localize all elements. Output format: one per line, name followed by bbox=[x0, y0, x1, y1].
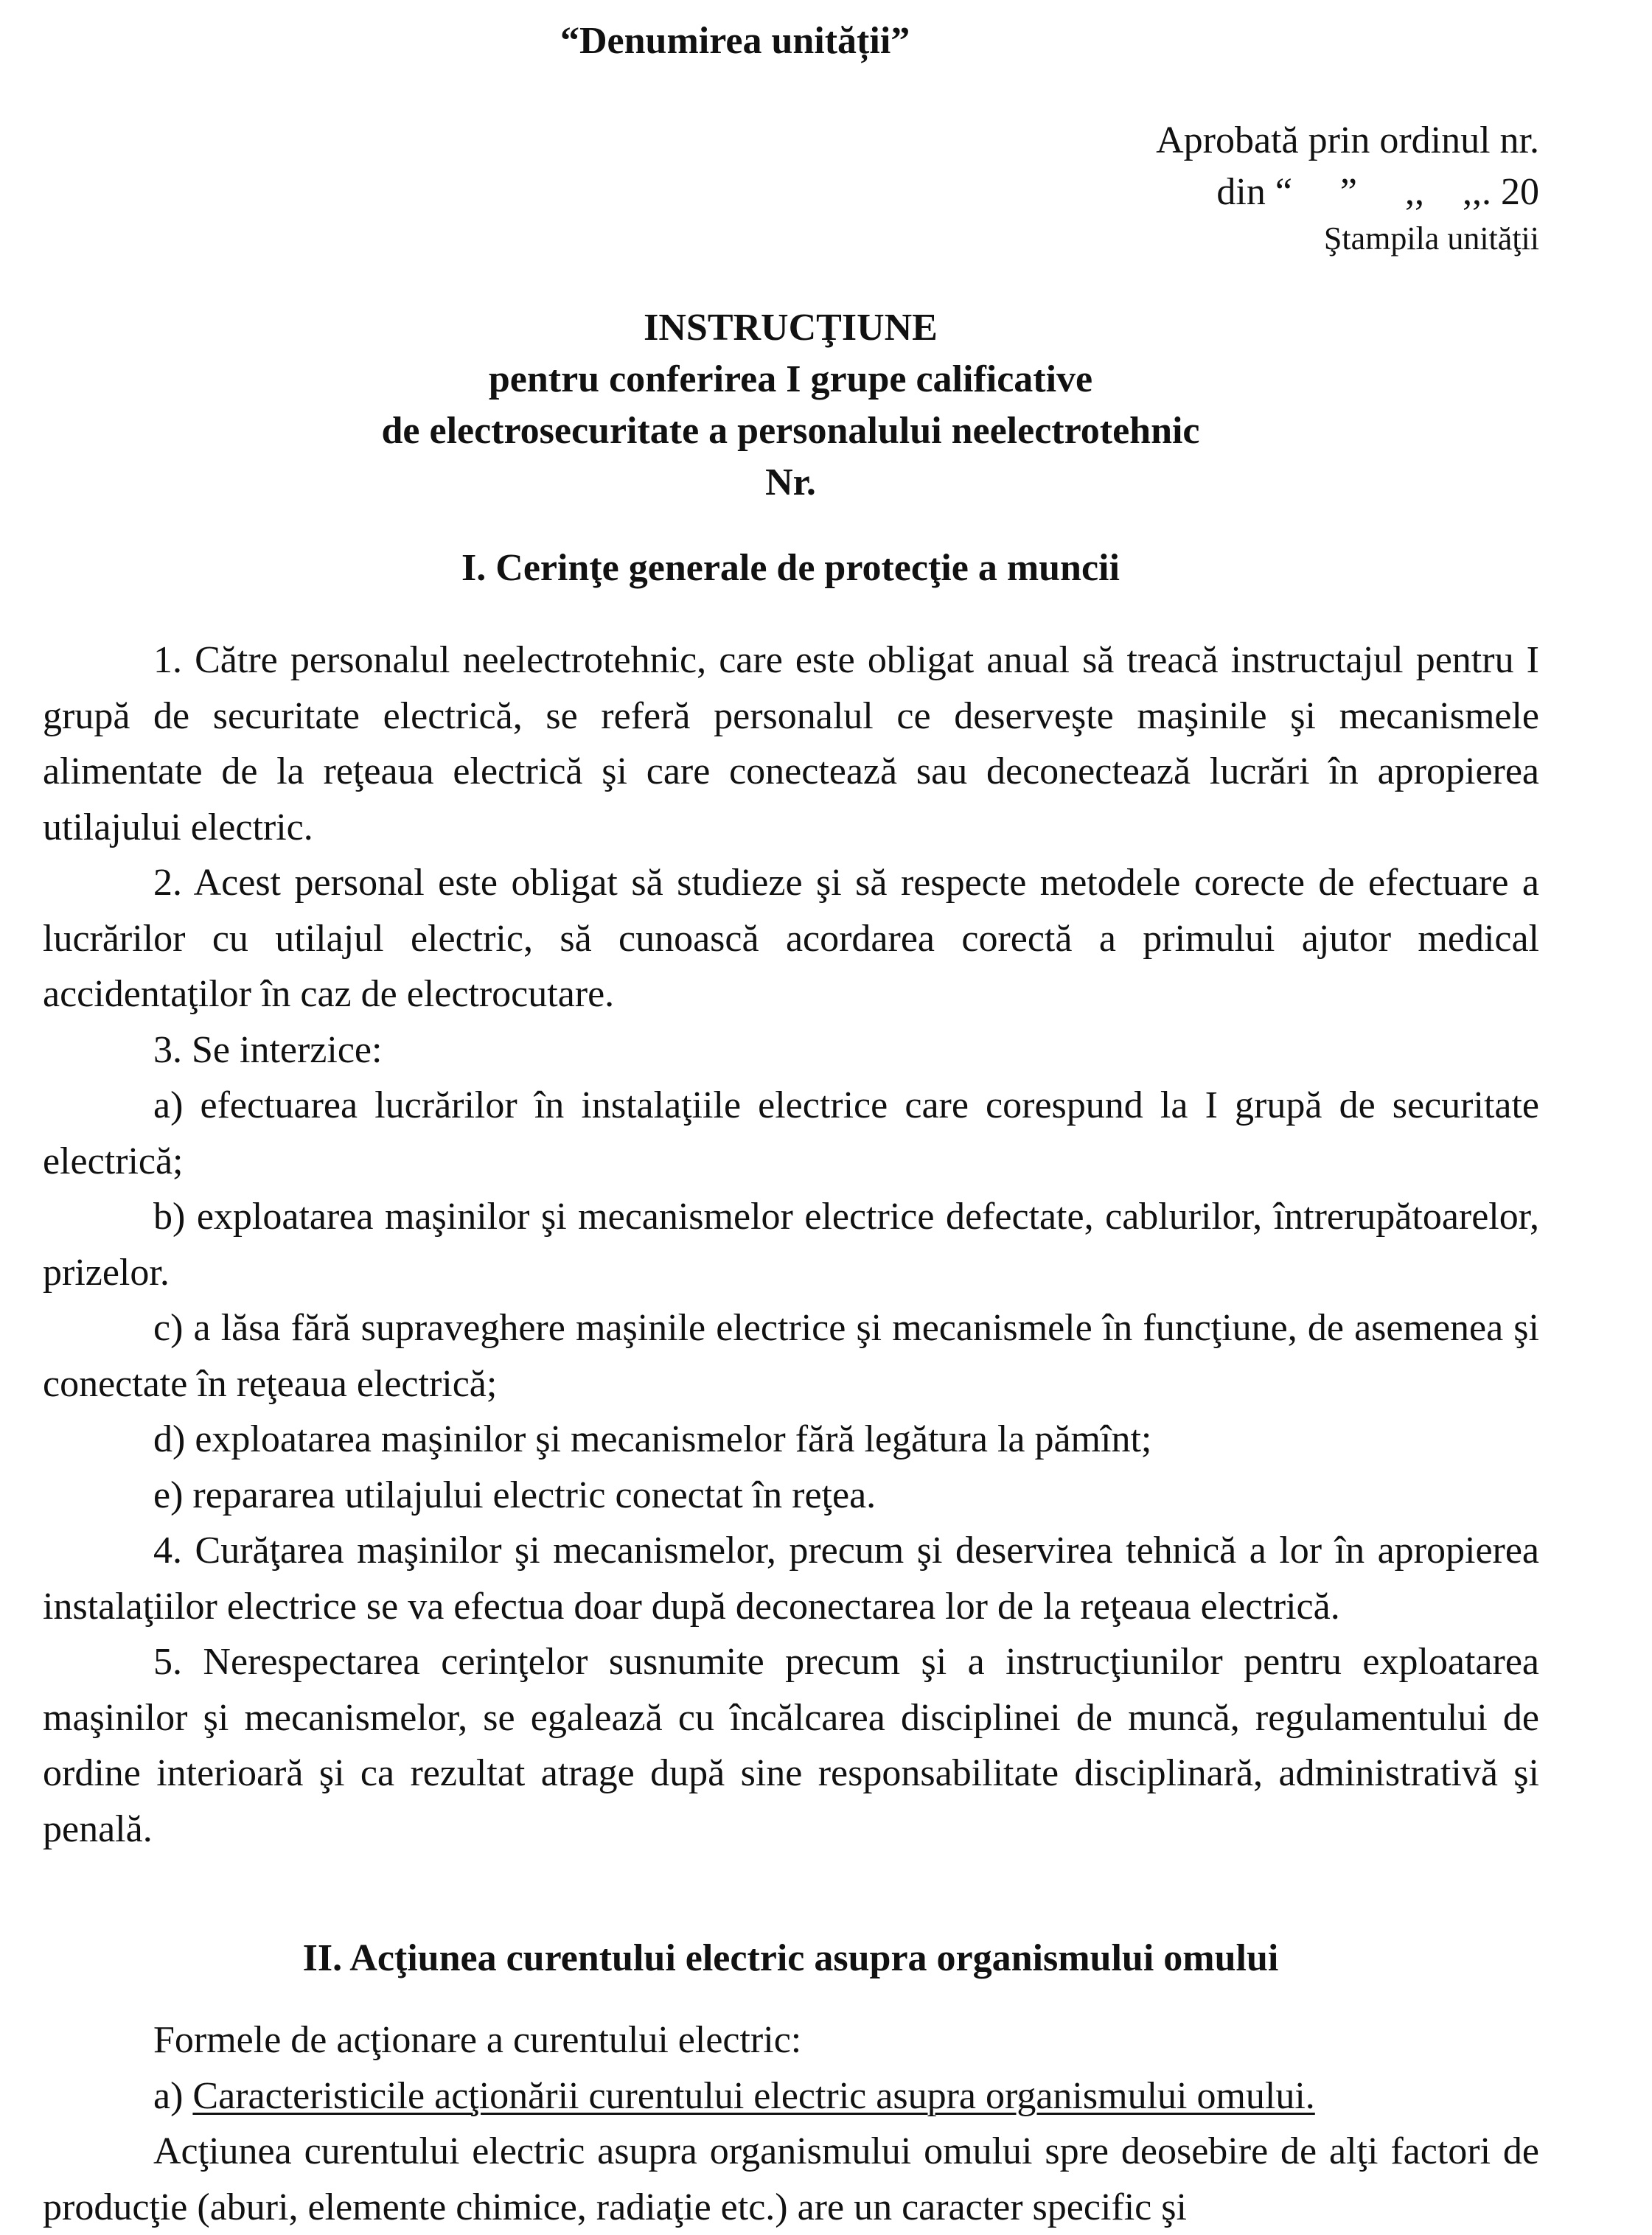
approval-block bbox=[1156, 115, 1539, 259]
item-a-underlined-text: Caracteristicile acţionării curentului electric asupra organismului omului. bbox=[192, 2074, 1315, 2117]
list-item: e) repararea utilajului electric conectat în reţea. bbox=[153, 1474, 876, 1516]
unit-stamp-label: Ştampila unităţii bbox=[1323, 220, 1539, 257]
section-2-body bbox=[43, 2012, 1539, 2235]
paragraph: 2. Acest personal este obligat să studieze şi să respecte metodele corecte de efectuare a lucrărilor cu utilajul electric, să cunoască acordarea corectă a primului ajutor medical accidentaţilor în caz de electrocutare. bbox=[43, 862, 1539, 1015]
title-line-3: de electrosecuritate a personalului neelectrotehnic bbox=[381, 410, 1200, 452]
paragraph: Acţiunea curentului electric asupra organismului omului spre deosebire de alţi factori de producţie (aburi, elemente chimice, radiaţie etc.) are un caracter specific şi bbox=[43, 2130, 1539, 2228]
paragraph: Formele de acţionare a curentului electric: bbox=[153, 2019, 802, 2061]
item-a-prefix: a) bbox=[153, 2074, 193, 2117]
list-item: d) exploatarea maşinilor şi mecanismelor fără legătura la pămînt; bbox=[153, 1418, 1152, 1460]
approval-order-line: Aprobată prin ordinul nr. bbox=[1156, 119, 1539, 161]
title-line-1: INSTRUCŢIUNE bbox=[644, 307, 938, 349]
section-1-heading: I. Cerinţe generale de protecţie a muncii bbox=[461, 547, 1120, 589]
unit-name: “Denumirea unității” bbox=[560, 20, 910, 62]
title-line-2: pentru conferirea I grupe calificative bbox=[488, 358, 1093, 400]
list-item bbox=[43, 2068, 1539, 2124]
approval-date-line: din “ ” ,, ,,. 20 bbox=[1216, 171, 1539, 213]
paragraph: 4. Curăţarea maşinilor şi mecanismelor, precum şi deservirea tehnică a lor în apropierea instalaţiilor electrice se va efectua doar după deconectarea lor de la reţeaua electrică. bbox=[43, 1530, 1539, 1628]
section-1-body bbox=[43, 632, 1539, 1857]
list-item: a) efectuarea lucrărilor în instalaţiile electrice care corespund la I grupă de securitate electrică; bbox=[43, 1084, 1539, 1182]
paragraph: 3. Se interzice: bbox=[153, 1028, 383, 1071]
list-item: b) exploatarea maşinilor şi mecanismelor electrice defectate, cablurilor, întrerupătoarelor, prizelor. bbox=[43, 1196, 1539, 1294]
title-line-4: Nr. bbox=[765, 461, 816, 503]
paragraph: 5. Nerespectarea cerinţelor susnumite precum şi a instrucţiunilor pentru exploatarea maşinilor şi mecanismelor, se egalează cu încălcarea disciplinei de muncă, regulamentului de ordine interioară şi ca rezultat atrage după sine responsabilitate disciplinară, administrativă şi penală. bbox=[43, 1641, 1539, 1850]
section-2-heading: II. Acţiunea curentului electric asupra organismului omului bbox=[302, 1937, 1279, 1979]
document-title bbox=[0, 302, 1581, 509]
paragraph: 1. Către personalul neelectrotehnic, care este obligat anual să treacă instructajul pentru I grupă de securitate electrică, se referă personalul ce deserveşte maşinile şi mecanismele alimentate de la reţeaua electrică şi care conectează sau deconectează lucrări în apropierea utilajului electric. bbox=[43, 639, 1539, 848]
list-item: c) a lăsa fără supraveghere maşinile electrice şi mecanismele în funcţiune, de asemenea şi conectate în reţeaua electrică; bbox=[43, 1307, 1539, 1405]
